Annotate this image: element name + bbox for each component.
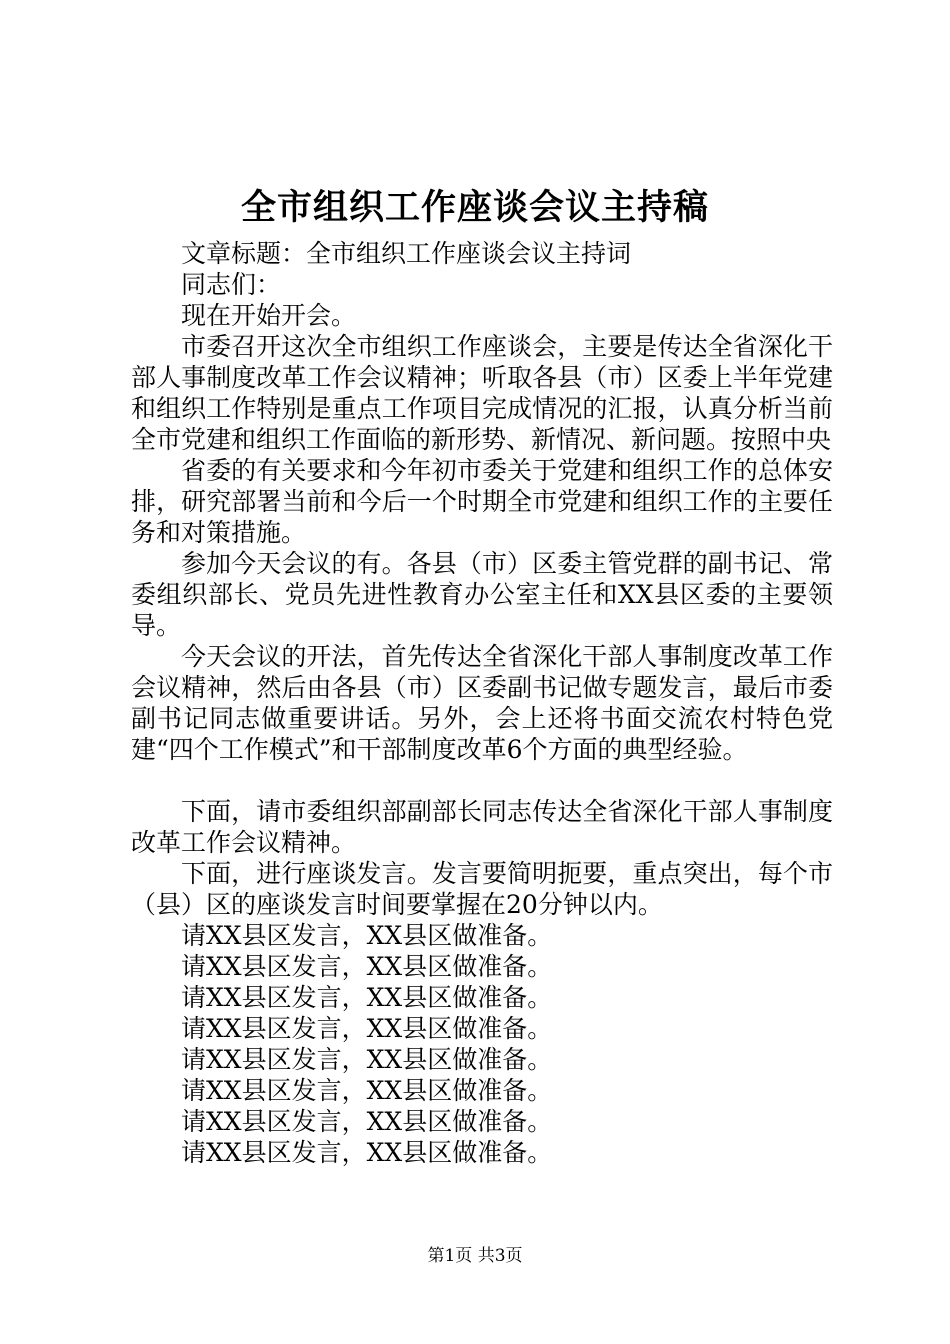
opening-line: 现在开始开会。 [181, 301, 357, 330]
speaker-line: 请XX县区发言，XX县区做准备。 [181, 983, 553, 1012]
body-paragraph: 省委的有关要求和今年初市委关于党建和组织工作的总体安排，研究部署当前和今后一个时期全市党建和组织工作的主要任务和对策措施。 [131, 456, 833, 547]
salutation: 同志们： [181, 270, 282, 299]
speaker-line: 请XX县区发言，XX县区做准备。 [181, 1138, 553, 1167]
body-paragraph: 参加今天会议的有。各县（市）区委主管党群的副书记、常委组织部长、党员先进性教育办公室主任和XX县区委的主要领导。 [131, 549, 833, 640]
speaker-line: 请XX县区发言，XX县区做准备。 [181, 1014, 553, 1043]
article-title-line: 文章标题：全市组织工作座谈会议主持词 [181, 239, 632, 268]
body-paragraph: 市委召开这次全市组织工作座谈会，主要是传达全省深化干部人事制度改革工作会议精神；听取各县（市）区委上半年党建和组织工作特别是重点工作项目完成情况的汇报，认真分析当前全市党建和组织工作面临的新形势、新情况、新问题。按照中央 [131, 332, 833, 454]
speaker-line: 请XX县区发言，XX县区做准备。 [181, 1045, 553, 1074]
blank-line [131, 765, 833, 796]
speaker-line: 请XX县区发言，XX县区做准备。 [181, 952, 553, 981]
body-paragraph: 今天会议的开法，首先传达全省深化干部人事制度改革工作会议精神，然后由各县（市）区委副书记做专题发言，最后市委副书记同志做重要讲话。另外，会上还将书面交流农村特色党建“四个工作模式”和干部制度改革6个方面的典型经验。 [131, 642, 833, 764]
document-title: 全市组织工作座谈会议主持稿 [240, 187, 709, 228]
document-body [131, 238, 833, 1168]
speaker-line: 请XX县区发言，XX县区做准备。 [181, 1076, 553, 1105]
body-paragraph: 下面，请市委组织部副部长同志传达全省深化干部人事制度改革工作会议精神。 [131, 797, 833, 857]
speaker-line: 请XX县区发言，XX县区做准备。 [181, 921, 553, 950]
speaker-line: 请XX县区发言，XX县区做准备。 [181, 1107, 553, 1136]
body-paragraph: 下面，进行座谈发言。发言要简明扼要，重点突出，每个市（县）区的座谈发言时间要掌握在20分钟以内。 [131, 859, 833, 919]
page-number-footer: 第1页 共3页 [427, 1246, 523, 1266]
